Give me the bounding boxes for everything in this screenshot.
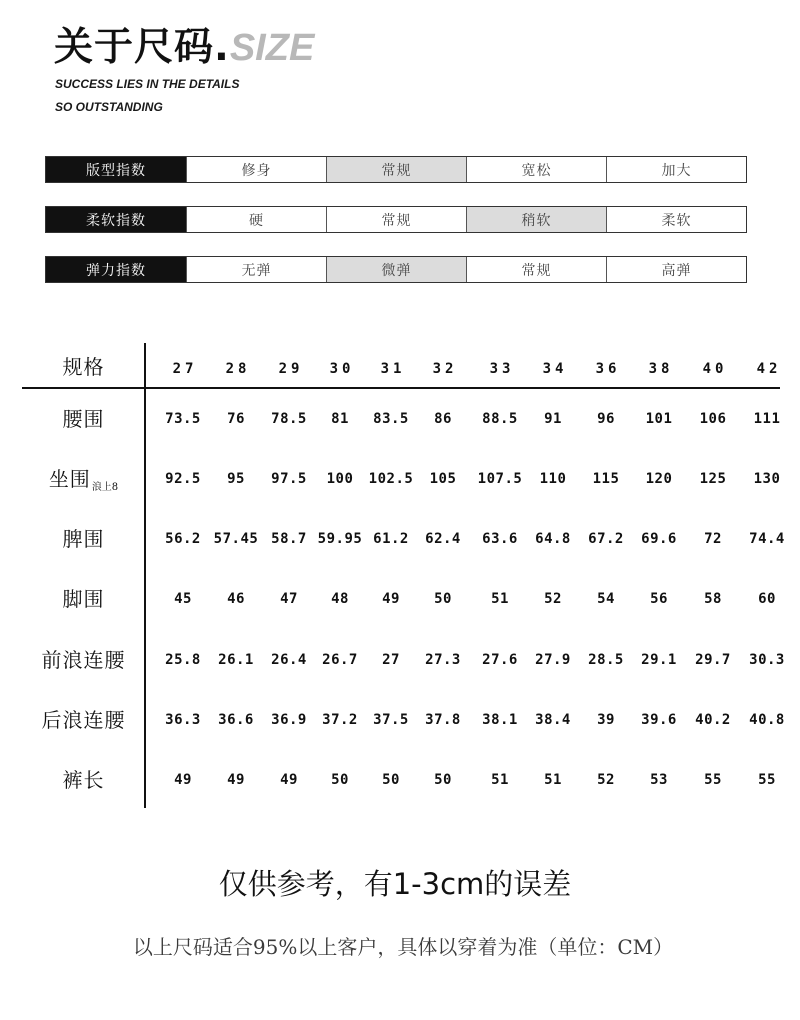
- table-cell: 52: [597, 771, 615, 788]
- size-header-cell: 29: [278, 361, 304, 377]
- table-cell: 83.5: [373, 411, 409, 427]
- table-cell: 95: [227, 471, 245, 488]
- measurement-label: [22, 465, 145, 493]
- fit-option: 常规: [326, 157, 466, 182]
- table-cell: 49: [174, 771, 192, 788]
- measurement-name: 后浪连腰: [41, 707, 126, 732]
- table-cell: 97.5: [271, 471, 307, 488]
- table-cell: 115: [592, 471, 620, 488]
- table-cell: 27: [382, 651, 400, 668]
- table-cell: 36.3: [165, 711, 201, 728]
- tagline-2: SO OUTSTANDING: [55, 100, 163, 114]
- table-cell: 50: [382, 771, 400, 788]
- table-cell: 69.6: [641, 531, 677, 548]
- tagline-1: SUCCESS LIES IN THE DETAILS: [55, 77, 240, 91]
- table-cell: 59.95: [317, 531, 363, 548]
- table-cell: 88.5: [482, 411, 518, 427]
- size-header-label: 规格: [62, 355, 105, 379]
- table-cell: 29.1: [641, 651, 677, 668]
- stretch-index-label: 弹力指数: [46, 257, 186, 282]
- title-chinese: 关于尺码.: [54, 25, 230, 70]
- table-cell: 29.7: [695, 651, 731, 668]
- table-cell: 50: [434, 591, 452, 608]
- table-cell: 46: [227, 591, 245, 608]
- table-cell: 26.7: [322, 651, 358, 668]
- page-title: [54, 24, 314, 72]
- table-cell: 40.8: [749, 711, 785, 728]
- table-cell: 37.8: [425, 711, 461, 728]
- table-cell: 76: [227, 411, 245, 427]
- table-cell: 49: [382, 591, 400, 608]
- size-header-cell: 34: [542, 361, 568, 377]
- table-cell: 106: [699, 411, 727, 427]
- table-cell: 36.6: [218, 711, 254, 728]
- table-cell: 26.4: [271, 651, 307, 668]
- fit-index-label: 版型指数: [46, 157, 186, 182]
- table-cell: 57.45: [213, 531, 259, 548]
- table-cell: 125: [699, 471, 727, 488]
- measurement-note: 浪上8: [91, 482, 119, 494]
- table-cell: 38.4: [535, 711, 571, 728]
- fit-option: 宽松: [466, 157, 606, 182]
- table-cell: 105: [429, 471, 457, 488]
- size-header-cell: 40: [702, 361, 728, 377]
- table-cell: 39: [597, 711, 615, 728]
- size-header-cell: 30: [329, 361, 355, 377]
- table-cell: 53: [650, 771, 668, 788]
- softness-option: 常规: [326, 207, 466, 232]
- table-cell: 102.5: [368, 471, 414, 488]
- table-cell: 51: [544, 771, 562, 788]
- disclaimer-text: 仅供参考，有1-3cm的误差: [218, 867, 572, 901]
- table-cell: 55: [704, 771, 722, 788]
- table-cell: 26.1: [218, 651, 254, 668]
- table-cell: 96: [597, 411, 615, 427]
- measurement-name: 裤长: [62, 767, 105, 792]
- measurement-name: 腰围: [62, 407, 105, 431]
- table-cell: 62.4: [425, 531, 461, 548]
- stretch-option: 微弹: [326, 257, 466, 282]
- table-cell: 56.2: [165, 531, 201, 548]
- table-cell: 73.5: [165, 411, 201, 427]
- table-cell: 63.6: [482, 531, 518, 548]
- fit-option: 加大: [606, 157, 746, 182]
- table-cell: 38.1: [482, 711, 518, 728]
- table-cell: 39.6: [641, 711, 677, 728]
- table-cell: 107.5: [477, 471, 523, 488]
- table-cell: 92.5: [165, 471, 201, 488]
- table-cell: 58.7: [271, 531, 307, 548]
- measurement-name: 前浪连腰: [41, 647, 126, 672]
- measurement-label: [22, 585, 145, 613]
- table-cell: 91: [544, 411, 562, 427]
- stretch-option: 无弹: [186, 257, 326, 282]
- table-cell: 64.8: [535, 531, 571, 548]
- table-cell: 40.2: [695, 711, 731, 728]
- measurement-label: [22, 766, 145, 794]
- table-cell: 36.9: [271, 711, 307, 728]
- measurement-label: [22, 405, 145, 433]
- table-cell: 120: [645, 471, 673, 488]
- table-cell: 48: [331, 591, 349, 608]
- table-cell: 67.2: [588, 531, 624, 548]
- size-header-cell: 27: [172, 361, 198, 377]
- stretch-index-row: [45, 256, 747, 283]
- size-header-cell: 31: [380, 361, 406, 377]
- table-cell: 61.2: [373, 531, 409, 548]
- size-header-cell: 33: [489, 361, 515, 377]
- table-cell: 27.3: [425, 651, 461, 668]
- table-cell: 81: [331, 411, 349, 427]
- table-cell: 37.5: [373, 711, 409, 728]
- table-cell: 25.8: [165, 651, 201, 668]
- measurement-name: 脾围: [62, 527, 105, 552]
- size-header-cell: 32: [432, 361, 458, 377]
- table-cell: 130: [753, 471, 781, 488]
- measurement-label: [22, 525, 145, 553]
- softness-option: 硬: [186, 207, 326, 232]
- table-cell: 50: [331, 771, 349, 788]
- size-header-cell: 36: [595, 361, 621, 377]
- footer-note: 以上尺码适合95%以上客户，具体以穿着为准（单位：CM）: [132, 935, 674, 959]
- measurement-label: [22, 646, 145, 674]
- stretch-option: 常规: [466, 257, 606, 282]
- softness-option: 稍软: [466, 207, 606, 232]
- stretch-option: 高弹: [606, 257, 746, 282]
- title-english: SIZE: [229, 27, 315, 69]
- table-cell: 60: [758, 591, 776, 608]
- table-cell: 58: [704, 591, 722, 608]
- softness-index-row: [45, 206, 747, 233]
- table-cell: 100: [326, 471, 354, 488]
- table-cell: 51: [491, 771, 509, 788]
- size-header-cell: 28: [225, 361, 251, 377]
- table-cell: 52: [544, 591, 562, 608]
- table-cell: 56: [650, 591, 668, 608]
- table-cell: 30.3: [749, 651, 785, 668]
- measurement-name: 坐围: [48, 467, 91, 492]
- table-cell: 28.5: [588, 651, 624, 668]
- table-cell: 27.9: [535, 651, 571, 668]
- measurement-name: 脚围: [62, 587, 105, 612]
- table-cell: 45: [174, 591, 192, 608]
- table-header-divider: [22, 387, 780, 389]
- table-cell: 111: [753, 411, 781, 427]
- softness-option: 柔软: [606, 207, 746, 232]
- table-cell: 54: [597, 591, 615, 608]
- size-header-cell: 38: [648, 361, 674, 377]
- table-cell: 78.5: [271, 411, 307, 427]
- table-cell: 37.2: [322, 711, 358, 728]
- table-cell: 55: [758, 771, 776, 788]
- table-cell: 49: [227, 771, 245, 788]
- table-cell: 101: [645, 411, 673, 427]
- fit-option: 修身: [186, 157, 326, 182]
- table-cell: 47: [280, 591, 298, 608]
- table-cell: 74.4: [749, 531, 785, 548]
- measurement-label: [22, 706, 145, 734]
- table-cell: 27.6: [482, 651, 518, 668]
- table-cell: 110: [539, 471, 567, 488]
- table-cell: 49: [280, 771, 298, 788]
- table-cell: 50: [434, 771, 452, 788]
- fit-index-row: [45, 156, 747, 183]
- size-header-cell: 42: [756, 361, 782, 377]
- table-cell: 72: [704, 531, 722, 548]
- table-cell: 86: [434, 411, 452, 427]
- table-cell: 51: [491, 591, 509, 608]
- softness-index-label: 柔软指数: [46, 207, 186, 232]
